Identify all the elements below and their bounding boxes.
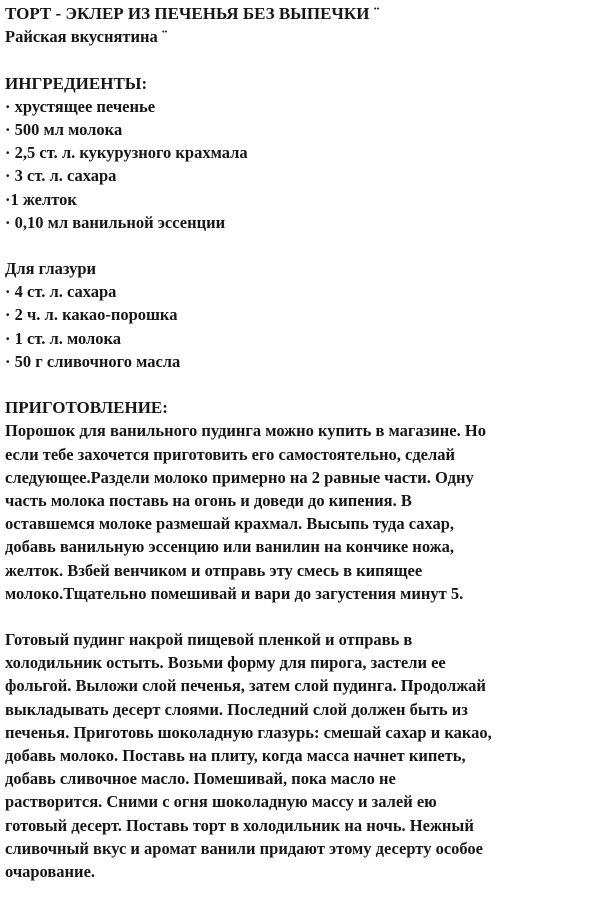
recipe-subtitle: Райская вкуснятина ¨ [5, 27, 168, 47]
spacer [5, 605, 592, 628]
spacer [5, 48, 592, 71]
glaze-item: · 50 г сливочного масла [5, 351, 181, 371]
preparation-paragraph-2 [5, 628, 592, 883]
paragraph-line: молоко.Тщательно помешивай и вари до загустения минут 5. [5, 583, 464, 603]
ingredient-item: · 500 мл молока [5, 119, 123, 139]
ingredients-heading: ИНГРЕДИЕНТЫ: [5, 73, 148, 93]
paragraph-line: Порошок для ванильного пудинга можно купить в магазине. Но [5, 421, 486, 441]
ingredient-item: · 3 ст. л. сахара [5, 166, 117, 186]
paragraph-line: холодильник остыть. Возьми форму для пирога, застели ее [5, 653, 446, 673]
paragraph-line: Готовый пудинг накрой пищевой пленкой и отправь в [5, 630, 413, 650]
glaze-heading: Для глазури [5, 259, 97, 279]
paragraph-line: выкладывать десерт слоями. Последний слой должен быть из [5, 699, 468, 719]
paragraph-line: фольгой. Выложи слой печенья, затем слой пудинга. Продолжай [5, 676, 486, 696]
ingredient-item: · 0,10 мл ванильной эссенции [5, 212, 226, 232]
ingredient-item: ·1 желток [5, 189, 77, 209]
paragraph-line: часть молока поставь на огонь и доведи до кипения. В [5, 490, 412, 510]
paragraph-line: следующее.Раздели молоко примерно на 2 равные части. Одну [5, 467, 474, 487]
paragraph-line: готовый десерт. Поставь торт в холодильник на ночь. Нежный [5, 815, 474, 835]
preparation-heading: ПРИГОТОВЛЕНИЕ: [5, 398, 168, 418]
paragraph-line: если тебе захочется приготовить его самостоятельно, сделай [5, 444, 456, 464]
paragraph-line: добавь молоко. Поставь на плиту, когда масса начнет кипеть, [5, 746, 466, 765]
paragraph-line: желток. Взбей венчиком и отправь эту смесь в кипящее [5, 560, 423, 580]
paragraph-line: добавь ванильную эссенцию или ванилин на кончике ножа, [5, 537, 454, 557]
paragraph-line: сливочный вкус и аромат ванили придают этому десерту особое [5, 838, 483, 858]
paragraph-line: растворится. Сними с огня шоколадную массу и залей ею [5, 792, 437, 812]
spacer [5, 234, 592, 257]
spacer [5, 373, 592, 396]
paragraph-line: добавь сливочное масло. Помешивай, пока масло не [5, 769, 396, 789]
paragraph-line: печенья. Приготовь шоколадную глазурь: смешай сахар и какао, [5, 722, 492, 742]
paragraph-line: оставшемся молоке размешай крахмал. Высыпь туда сахар, [5, 514, 455, 534]
glaze-item: · 1 ст. л. молока [5, 328, 122, 348]
glaze-item: · 2 ч. л. какао-порошка [5, 305, 178, 325]
paragraph-line: очарование. [5, 861, 96, 881]
ingredient-item: · 2,5 ст. л. кукурузного крахмала [5, 143, 248, 163]
recipe-document [5, 2, 592, 883]
ingredient-item: · хрустящее печенье [5, 96, 156, 116]
glaze-item: · 4 ст. л. сахара [5, 282, 117, 302]
preparation-paragraph-1 [5, 419, 592, 605]
recipe-title: ТОРТ - ЭКЛЕР ИЗ ПЕЧЕНЬЯ БЕЗ ВЫПЕЧКИ ¨ [5, 4, 380, 23]
